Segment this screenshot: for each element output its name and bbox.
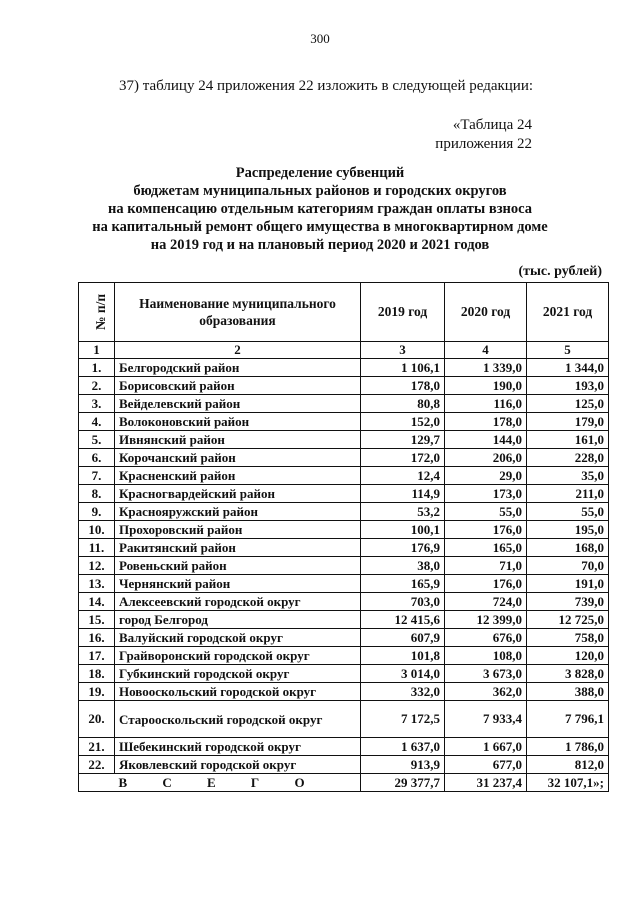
value-2020: 190,0 bbox=[445, 377, 527, 395]
value-2020: 178,0 bbox=[445, 413, 527, 431]
value-2020: 176,0 bbox=[445, 521, 527, 539]
total-2019: 29 377,7 bbox=[361, 774, 445, 792]
row-number: 10. bbox=[79, 521, 115, 539]
row-number: 14. bbox=[79, 593, 115, 611]
row-number: 16. bbox=[79, 629, 115, 647]
value-2019: 114,9 bbox=[361, 485, 445, 503]
value-2019: 12 415,6 bbox=[361, 611, 445, 629]
units-label: (тыс. рублей) bbox=[518, 264, 602, 279]
total-row bbox=[79, 774, 609, 792]
value-2019: 12,4 bbox=[361, 467, 445, 485]
value-2021: 3 828,0 bbox=[527, 665, 609, 683]
value-2021: 1 344,0 bbox=[527, 359, 609, 377]
value-2021: 120,0 bbox=[527, 647, 609, 665]
table-row bbox=[79, 413, 609, 431]
row-number: 17. bbox=[79, 647, 115, 665]
value-2020: 677,0 bbox=[445, 756, 527, 774]
value-2020: 173,0 bbox=[445, 485, 527, 503]
value-2019: 332,0 bbox=[361, 683, 445, 701]
table-row bbox=[79, 575, 609, 593]
value-2019: 3 014,0 bbox=[361, 665, 445, 683]
value-2019: 53,2 bbox=[361, 503, 445, 521]
municipality-name: Ровеньский район bbox=[115, 557, 361, 575]
header-row bbox=[79, 283, 609, 342]
table-row bbox=[79, 683, 609, 701]
value-2020: 724,0 bbox=[445, 593, 527, 611]
value-2021: 211,0 bbox=[527, 485, 609, 503]
municipality-name: Яковлевский городской округ bbox=[115, 756, 361, 774]
row-number: 9. bbox=[79, 503, 115, 521]
row-number: 21. bbox=[79, 738, 115, 756]
value-2021: 125,0 bbox=[527, 395, 609, 413]
value-2021: 70,0 bbox=[527, 557, 609, 575]
value-2020: 7 933,4 bbox=[445, 701, 527, 738]
column-number: 5 bbox=[527, 342, 609, 359]
value-2021: 55,0 bbox=[527, 503, 609, 521]
row-number: 4. bbox=[79, 413, 115, 431]
column-number: 1 bbox=[79, 342, 115, 359]
municipality-name: Старооскольский городской округ bbox=[115, 701, 361, 738]
column-number-row bbox=[79, 342, 609, 359]
total-2021: 32 107,1»; bbox=[527, 774, 609, 792]
total-label: В С Е Г О bbox=[79, 774, 361, 792]
municipality-name: Губкинский городской округ bbox=[115, 665, 361, 683]
column-number: 4 bbox=[445, 342, 527, 359]
value-2019: 152,0 bbox=[361, 413, 445, 431]
value-2019: 913,9 bbox=[361, 756, 445, 774]
municipality-name: Корочанский район bbox=[115, 449, 361, 467]
table-row bbox=[79, 557, 609, 575]
value-2021: 7 796,1 bbox=[527, 701, 609, 738]
value-2019: 129,7 bbox=[361, 431, 445, 449]
value-2020: 176,0 bbox=[445, 575, 527, 593]
row-number: 18. bbox=[79, 665, 115, 683]
page-number: 300 bbox=[310, 31, 330, 46]
value-2020: 3 673,0 bbox=[445, 665, 527, 683]
municipality-name: Новооскольский городской округ bbox=[115, 683, 361, 701]
table-row bbox=[79, 647, 609, 665]
value-2021: 179,0 bbox=[527, 413, 609, 431]
table-row bbox=[79, 701, 609, 738]
value-2019: 176,9 bbox=[361, 539, 445, 557]
row-number: 11. bbox=[79, 539, 115, 557]
value-2021: 12 725,0 bbox=[527, 611, 609, 629]
table-row bbox=[79, 629, 609, 647]
value-2020: 29,0 bbox=[445, 467, 527, 485]
row-number: 22. bbox=[79, 756, 115, 774]
table-row bbox=[79, 611, 609, 629]
row-number: 8. bbox=[79, 485, 115, 503]
row-number: 2. bbox=[79, 377, 115, 395]
table-row bbox=[79, 359, 609, 377]
municipality-name: город Белгород bbox=[115, 611, 361, 629]
municipality-name: Вейделевский район bbox=[115, 395, 361, 413]
row-number: 13. bbox=[79, 575, 115, 593]
value-2021: 35,0 bbox=[527, 467, 609, 485]
subsidies-table bbox=[78, 282, 609, 792]
table-reference-line: «Таблица 24 bbox=[452, 117, 532, 133]
value-2019: 1 106,1 bbox=[361, 359, 445, 377]
total-2020: 31 237,4 bbox=[445, 774, 527, 792]
value-2020: 71,0 bbox=[445, 557, 527, 575]
table-row bbox=[79, 449, 609, 467]
row-number: 1. bbox=[79, 359, 115, 377]
table-row bbox=[79, 467, 609, 485]
row-number: 5. bbox=[79, 431, 115, 449]
value-2019: 165,9 bbox=[361, 575, 445, 593]
value-2021: 195,0 bbox=[527, 521, 609, 539]
table-row bbox=[79, 521, 609, 539]
table-reference-line: приложения 22 bbox=[435, 136, 532, 152]
value-2021: 161,0 bbox=[527, 431, 609, 449]
value-2019: 101,8 bbox=[361, 647, 445, 665]
value-2020: 1 339,0 bbox=[445, 359, 527, 377]
value-2021: 388,0 bbox=[527, 683, 609, 701]
table-row bbox=[79, 485, 609, 503]
value-2019: 172,0 bbox=[361, 449, 445, 467]
value-2019: 38,0 bbox=[361, 557, 445, 575]
value-2019: 7 172,5 bbox=[361, 701, 445, 738]
table-row bbox=[79, 756, 609, 774]
value-2021: 228,0 bbox=[527, 449, 609, 467]
value-2020: 55,0 bbox=[445, 503, 527, 521]
row-number: 6. bbox=[79, 449, 115, 467]
table-row bbox=[79, 503, 609, 521]
value-2019: 607,9 bbox=[361, 629, 445, 647]
title-line: на капитальный ремонт общего имущества в многоквартирном доме bbox=[92, 219, 548, 235]
municipality-name: Красненский район bbox=[115, 467, 361, 485]
table-row bbox=[79, 539, 609, 557]
row-number: 15. bbox=[79, 611, 115, 629]
row-number: 3. bbox=[79, 395, 115, 413]
table-reference bbox=[420, 116, 532, 154]
value-2019: 80,8 bbox=[361, 395, 445, 413]
title-line: на 2019 год и на плановый период 2020 и 2021 годов bbox=[150, 237, 490, 253]
municipality-name: Белгородский район bbox=[115, 359, 361, 377]
value-2021: 168,0 bbox=[527, 539, 609, 557]
municipality-name: Чернянский район bbox=[115, 575, 361, 593]
municipality-name: Краснояружский район bbox=[115, 503, 361, 521]
municipality-name: Ивнянский район bbox=[115, 431, 361, 449]
row-number: 19. bbox=[79, 683, 115, 701]
table-row bbox=[79, 665, 609, 683]
municipality-name: Прохоровский район bbox=[115, 521, 361, 539]
value-2021: 193,0 bbox=[527, 377, 609, 395]
instruction-text: 37) таблицу 24 приложения 22 изложить в следующей редакции: bbox=[119, 78, 534, 94]
value-2019: 178,0 bbox=[361, 377, 445, 395]
value-2021: 1 786,0 bbox=[527, 738, 609, 756]
table-row bbox=[79, 395, 609, 413]
municipality-name: Шебекинский городской округ bbox=[115, 738, 361, 756]
header-name: Наименование муниципального образования bbox=[115, 283, 361, 342]
value-2021: 758,0 bbox=[527, 629, 609, 647]
table-row bbox=[79, 593, 609, 611]
column-number: 2 bbox=[115, 342, 361, 359]
municipality-name: Алексеевский городской округ bbox=[115, 593, 361, 611]
row-number: 20. bbox=[79, 701, 115, 738]
municipality-name: Борисовский район bbox=[115, 377, 361, 395]
column-number: 3 bbox=[361, 342, 445, 359]
value-2020: 1 667,0 bbox=[445, 738, 527, 756]
value-2020: 165,0 bbox=[445, 539, 527, 557]
value-2019: 703,0 bbox=[361, 593, 445, 611]
municipality-name: Грайворонский городской округ bbox=[115, 647, 361, 665]
table-row bbox=[79, 738, 609, 756]
table-body bbox=[79, 359, 609, 774]
value-2020: 362,0 bbox=[445, 683, 527, 701]
municipality-name: Волоконовский район bbox=[115, 413, 361, 431]
value-2020: 206,0 bbox=[445, 449, 527, 467]
row-number: 12. bbox=[79, 557, 115, 575]
value-2020: 116,0 bbox=[445, 395, 527, 413]
value-2020: 676,0 bbox=[445, 629, 527, 647]
value-2021: 812,0 bbox=[527, 756, 609, 774]
municipality-name: Красногвардейский район bbox=[115, 485, 361, 503]
header-2020: 2020 год bbox=[445, 283, 527, 342]
document-title bbox=[60, 164, 580, 254]
value-2020: 108,0 bbox=[445, 647, 527, 665]
header-num: № п/п bbox=[79, 283, 115, 342]
table-row bbox=[79, 431, 609, 449]
value-2021: 739,0 bbox=[527, 593, 609, 611]
title-line: Распределение субвенций bbox=[235, 165, 405, 181]
municipality-name: Ракитянский район bbox=[115, 539, 361, 557]
value-2019: 1 637,0 bbox=[361, 738, 445, 756]
title-line: на компенсацию отдельным категориям граждан оплаты взноса bbox=[108, 201, 532, 217]
value-2019: 100,1 bbox=[361, 521, 445, 539]
municipality-name: Валуйский городской округ bbox=[115, 629, 361, 647]
value-2020: 12 399,0 bbox=[445, 611, 527, 629]
row-number: 7. bbox=[79, 467, 115, 485]
value-2021: 191,0 bbox=[527, 575, 609, 593]
value-2020: 144,0 bbox=[445, 431, 527, 449]
header-2019: 2019 год bbox=[361, 283, 445, 342]
header-2021: 2021 год bbox=[527, 283, 609, 342]
table-row bbox=[79, 377, 609, 395]
title-line: бюджетам муниципальных районов и городских округов bbox=[133, 183, 507, 199]
